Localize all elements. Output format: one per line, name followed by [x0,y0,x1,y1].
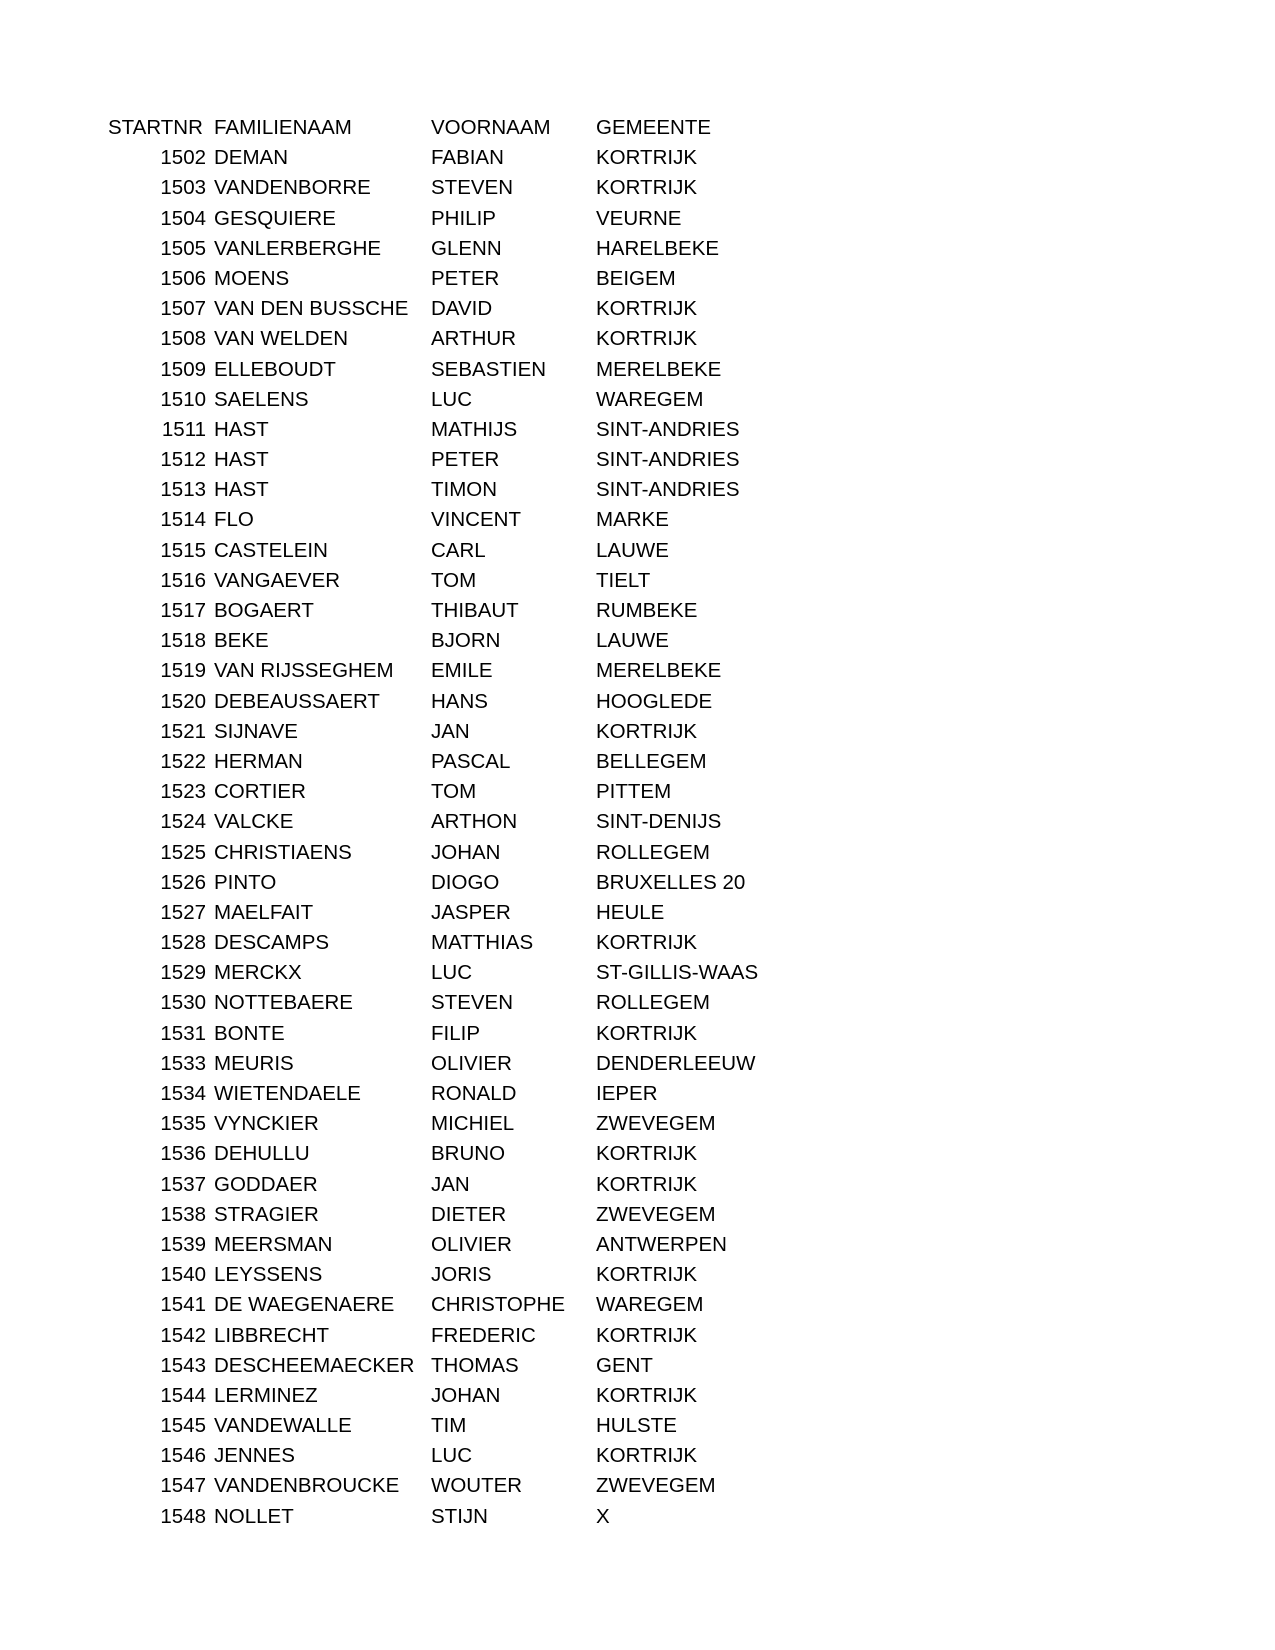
cell-familienaam: BONTE [214,1021,285,1045]
cell-voornaam: PHILIP [431,206,496,230]
cell-familienaam: LIBBRECHT [214,1323,330,1347]
cell-familienaam: JENNES [214,1444,295,1468]
cell-gemeente: ANTWERPEN [596,1232,727,1256]
cell-startnr: 1504 [160,206,206,230]
cell-familienaam: VANDEWALLE [214,1414,352,1438]
table-row [108,1471,768,1501]
cell-familienaam: LERMINEZ [214,1383,318,1407]
cell-startnr: 1541 [160,1293,206,1317]
cell-familienaam: BOGAERT [214,599,314,622]
table-row [108,928,768,958]
cell-startnr: 1502 [160,146,206,170]
cell-voornaam: EMILE [431,659,493,683]
cell-voornaam: THIBAUT [431,599,519,622]
cell-gemeente: HOOGLEDE [596,689,713,713]
table-row [108,1321,768,1351]
table-row [108,445,768,475]
cell-voornaam: STEVEN [431,991,514,1015]
cell-familienaam: FLO [214,508,254,532]
cell-voornaam: RONALD [431,1082,517,1105]
cell-startnr: 1515 [160,538,206,562]
cell-voornaam: MATHIJS [431,417,518,441]
cell-familienaam: SIJNAVE [214,719,298,743]
cell-voornaam: JAN [431,719,470,743]
table-row [108,838,768,868]
cell-voornaam: SEBASTIEN [431,357,547,381]
cell-gemeente: KORTRIJK [596,1172,697,1196]
cell-voornaam: TIMON [431,478,498,502]
cell-familienaam: HAST [214,478,269,502]
cell-familienaam: MERCKX [214,961,302,985]
cell-familienaam: CORTIER [214,780,306,804]
cell-familienaam: NOTTEBAERE [214,991,353,1015]
table-row [108,1109,768,1139]
cell-startnr: 1503 [160,176,206,200]
cell-startnr: 1524 [160,810,206,834]
cell-gemeente: TIELT [596,568,651,592]
cell-voornaam: TOM [431,568,477,592]
cell-gemeente: ZWEVEGEM [596,1112,716,1136]
cell-familienaam: VANDENBROUCKE [214,1474,400,1498]
table-row [108,687,768,717]
cell-familienaam: DE WAEGENAERE [214,1293,395,1317]
cell-familienaam: ELLEBOUDT [214,357,336,381]
table-row [108,777,768,807]
table-row [108,1381,768,1411]
table-row [108,536,768,566]
table-row [108,475,768,505]
cell-gemeente: PITTEM [596,780,672,804]
cell-startnr: 1530 [160,991,206,1015]
cell-voornaam: GLENN [431,236,502,260]
cell-gemeente: WAREGEM [596,1293,704,1317]
table-row [108,807,768,837]
cell-voornaam: PASCAL [431,749,511,773]
cell-familienaam: VAN RIJSSEGHEM [214,659,394,683]
table-row [108,143,768,173]
table-row [108,958,768,988]
cell-startnr: 1531 [160,1021,206,1045]
cell-voornaam: THOMAS [431,1353,519,1377]
cell-voornaam: LUC [431,1444,473,1468]
cell-gemeente: SINT-DENIJS [596,810,722,834]
cell-familienaam: DEBEAUSSAERT [214,689,380,713]
cell-gemeente: ZWEVEGEM [596,1474,716,1498]
table-row [108,596,768,626]
header-startnr: STARTNR [108,116,203,139]
cell-familienaam: LEYSSENS [214,1263,323,1287]
cell-gemeente: HARELBEKE [596,236,720,260]
cell-familienaam: CASTELEIN [214,538,328,562]
cell-startnr: 1518 [160,629,206,653]
cell-voornaam: STIJN [431,1504,488,1528]
cell-gemeente: MARKE [596,508,669,532]
cell-gemeente: WAREGEM [596,387,704,411]
cell-startnr: 1548 [160,1504,206,1528]
cell-voornaam: JORIS [431,1263,492,1287]
cell-voornaam: WOUTER [431,1474,523,1498]
cell-gemeente: VEURNE [596,206,682,230]
cell-startnr: 1516 [160,568,206,592]
table-row [108,1019,768,1049]
table-row [108,656,768,686]
cell-gemeente: MERELBEKE [596,357,722,381]
cell-familienaam: VALCKE [214,810,294,834]
cell-gemeente: KORTRIJK [596,176,697,200]
cell-gemeente: KORTRIJK [596,1444,697,1468]
cell-startnr: 1513 [160,478,206,502]
cell-gemeente: ROLLEGEM [596,991,710,1015]
table-row [108,234,768,264]
cell-gemeente: KORTRIJK [596,931,697,955]
cell-gemeente: BELLEGEM [596,749,707,773]
cell-startnr: 1534 [160,1082,206,1105]
cell-startnr: 1544 [160,1383,206,1407]
table-row [108,1290,768,1320]
cell-startnr: 1520 [160,689,206,713]
cell-familienaam: VAN WELDEN [214,327,349,351]
cell-gemeente: KORTRIJK [596,1021,697,1045]
cell-startnr: 1511 [161,417,206,441]
cell-startnr: 1506 [160,266,206,290]
table-row [108,1351,768,1381]
cell-gemeente: ZWEVEGEM [596,1202,716,1226]
cell-voornaam: BJORN [431,629,501,653]
cell-startnr: 1521 [160,719,206,743]
cell-voornaam: CARL [431,538,486,562]
cell-voornaam: PETER [431,266,500,290]
cell-voornaam: LUC [431,961,473,985]
table-row [108,1260,768,1290]
cell-gemeente: SINT-ANDRIES [596,417,740,441]
table-row [108,385,768,415]
table-row [108,1502,768,1532]
cell-startnr: 1547 [160,1474,206,1498]
cell-startnr: 1523 [160,780,206,804]
cell-gemeente: ROLLEGEM [596,840,710,864]
cell-voornaam: DAVID [431,297,493,321]
cell-familienaam: HERMAN [214,749,303,773]
cell-startnr: 1514 [160,508,206,532]
cell-startnr: 1535 [160,1112,206,1136]
cell-voornaam: DIOGO [431,870,500,894]
cell-voornaam: JASPER [431,900,511,924]
cell-familienaam: WIETENDAELE [214,1082,361,1105]
table-row [108,868,768,898]
cell-familienaam: HAST [214,417,269,441]
table-row [108,204,768,234]
table-row [108,1079,768,1109]
cell-startnr: 1542 [160,1323,206,1347]
cell-startnr: 1545 [160,1414,206,1438]
cell-familienaam: VANLERBERGHE [214,236,382,260]
table-row [108,355,768,385]
cell-familienaam: DESCAMPS [214,931,330,955]
table-row [108,566,768,596]
cell-voornaam: CHRISTOPHE [431,1293,566,1317]
cell-familienaam: DESCHEEMAECKER [214,1353,415,1377]
cell-voornaam: BRUNO [431,1142,506,1166]
cell-gemeente: KORTRIJK [596,1383,697,1407]
cell-voornaam: JOHAN [431,1383,501,1407]
cell-familienaam: MOENS [214,266,290,290]
table-row [108,1230,768,1260]
cell-gemeente: LAUWE [596,538,669,562]
table-row [108,505,768,535]
cell-familienaam: DEHULLU [214,1142,310,1166]
cell-gemeente: KORTRIJK [596,327,697,351]
cell-startnr: 1525 [160,840,206,864]
table-row [108,717,768,747]
table-row [108,1441,768,1471]
cell-voornaam: JAN [431,1172,470,1196]
cell-gemeente: SINT-ANDRIES [596,478,740,502]
cell-gemeente: KORTRIJK [596,1142,697,1166]
cell-startnr: 1508 [160,327,206,351]
cell-startnr: 1507 [160,297,206,321]
cell-familienaam: HAST [214,448,269,472]
cell-gemeente: KORTRIJK [596,1263,697,1287]
table-row [108,988,768,1018]
cell-voornaam: OLIVIER [431,1051,512,1075]
table-row [108,264,768,294]
table-row [108,173,768,203]
header-gemeente: GEMEENTE [596,116,712,139]
cell-familienaam: MEURIS [214,1051,294,1075]
cell-gemeente: KORTRIJK [596,719,697,743]
cell-voornaam: ARTHUR [431,327,517,351]
header-familienaam: FAMILIENAAM [214,116,352,139]
table-row [108,324,768,354]
cell-gemeente: BRUXELLES 20 [596,870,746,894]
cell-voornaam: PETER [431,448,500,472]
cell-startnr: 1522 [160,749,206,773]
cell-voornaam: JOHAN [431,840,501,864]
cell-familienaam: VAN DEN BUSSCHE [214,297,409,321]
cell-gemeente: BEIGEM [596,266,676,290]
cell-voornaam: HANS [431,689,488,713]
table-row [108,1200,768,1230]
cell-startnr: 1536 [160,1142,206,1166]
cell-startnr: 1517 [160,599,206,622]
cell-gemeente: KORTRIJK [596,1323,697,1347]
cell-gemeente: KORTRIJK [596,297,697,321]
cell-gemeente: RUMBEKE [596,599,698,622]
cell-gemeente: LAUWE [596,629,669,653]
cell-startnr: 1528 [160,931,206,955]
cell-familienaam: VANGAEVER [214,568,341,592]
table-row [108,747,768,777]
cell-voornaam: TIM [431,1414,467,1438]
cell-startnr: 1533 [160,1051,206,1075]
cell-gemeente: MERELBEKE [596,659,722,683]
header-voornaam: VOORNAAM [431,116,551,139]
cell-voornaam: MICHIEL [431,1112,515,1136]
cell-startnr: 1540 [160,1263,206,1287]
table-row [108,294,768,324]
cell-startnr: 1512 [160,448,206,472]
cell-voornaam: TOM [431,780,477,804]
cell-voornaam: FILIP [431,1021,480,1045]
table-row [108,1139,768,1169]
cell-voornaam: VINCENT [431,508,521,532]
cell-familienaam: CHRISTIAENS [214,840,352,864]
cell-familienaam: VYNCKIER [214,1112,319,1136]
cell-gemeente: IEPER [596,1082,658,1105]
cell-startnr: 1519 [160,659,206,683]
cell-familienaam: STRAGIER [214,1202,319,1226]
cell-startnr: 1505 [160,236,206,260]
cell-startnr: 1546 [160,1444,206,1468]
table-row [108,1049,768,1079]
table-row [108,626,768,656]
header-row [108,113,768,143]
table-row [108,415,768,445]
cell-familienaam: DEMAN [214,146,289,170]
cell-gemeente: KORTRIJK [596,146,697,170]
cell-voornaam: ARTHON [431,810,518,834]
cell-familienaam: MEERSMAN [214,1232,333,1256]
cell-voornaam: OLIVIER [431,1232,512,1256]
cell-familienaam: VANDENBORRE [214,176,371,200]
cell-gemeente: X [596,1504,610,1528]
cell-voornaam: MATTHIAS [431,931,534,955]
cell-voornaam: FREDERIC [431,1323,536,1347]
cell-gemeente: HULSTE [596,1414,677,1438]
cell-gemeente: HEULE [596,900,665,924]
cell-startnr: 1543 [160,1353,206,1377]
cell-startnr: 1529 [160,961,206,985]
cell-startnr: 1539 [160,1232,206,1256]
cell-familienaam: SAELENS [214,387,309,411]
cell-familienaam: NOLLET [214,1504,294,1528]
cell-familienaam: PINTO [214,870,277,894]
participant-rows [108,143,768,1532]
participant-list [108,113,768,1532]
cell-familienaam: MAELFAIT [214,900,314,924]
cell-startnr: 1509 [160,357,206,381]
cell-gemeente: ST-GILLIS-WAAS [596,961,759,985]
cell-gemeente: SINT-ANDRIES [596,448,740,472]
table-row [108,1170,768,1200]
cell-familienaam: GODDAER [214,1172,318,1196]
cell-startnr: 1510 [160,387,206,411]
cell-gemeente: DENDERLEEUW [596,1051,756,1075]
cell-voornaam: DIETER [431,1202,507,1226]
table-row [108,1411,768,1441]
cell-voornaam: STEVEN [431,176,514,200]
cell-startnr: 1526 [160,870,206,894]
cell-voornaam: FABIAN [431,146,504,170]
cell-startnr: 1527 [160,900,206,924]
cell-gemeente: GENT [596,1353,653,1377]
table-row [108,898,768,928]
cell-startnr: 1538 [160,1202,206,1226]
cell-voornaam: LUC [431,387,473,411]
cell-familienaam: GESQUIERE [214,206,336,230]
cell-familienaam: BEKE [214,629,269,653]
cell-startnr: 1537 [160,1172,206,1196]
